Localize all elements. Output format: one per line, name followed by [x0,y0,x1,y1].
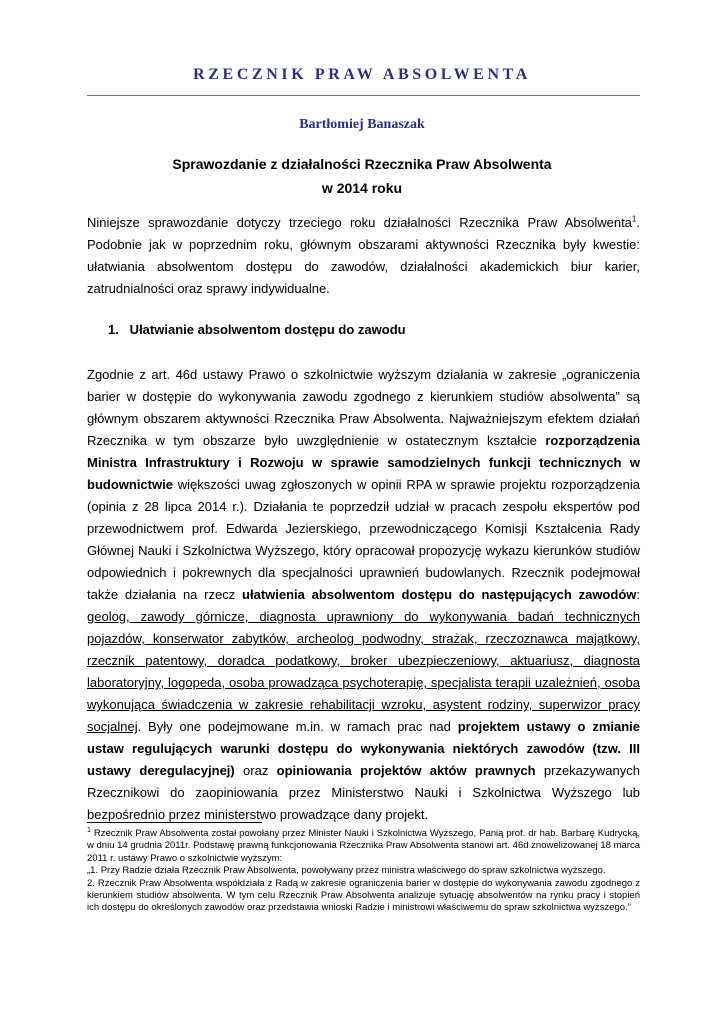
footnote-line-1 [87,828,640,865]
section-paragraph [87,364,640,826]
paragraph-text: oraz [234,763,277,778]
bold-access-phrase: ułatwienia absolwentom dostępu do następujących zawodów [242,587,637,602]
footnote-reference[interactable]: 1 [631,214,637,224]
report-title-line-1: Sprawozdanie z działalności Rzecznika Praw Absolwenta [172,156,552,172]
paragraph-text: większości uwag zgłoszonych w opinii RPA w sprawie projektu rozporządzenia (opinia z 28 lipca 2014 r.). Działania te poprzedził udział w pracach zespołu ekspertów pod przewodnictwem prof. Edwarda Jezierskiego, przewodniczącego Komisji Kształcenia Rady Głównej Nauki i Szkolnictwa Wyższego, który opracował propozycję wykazu kierunków studiów odpowiednich i pokrewnych dla specjalności uprawnień budowlanych. Rzecznik podejmował także działania na rzecz [87,477,640,602]
footnote-marker: 1 [87,826,91,834]
footnote [87,828,640,915]
footnote-line-2: „1. Przy Radzie działa Rzecznik Praw Absolwenta, powoływany przez ministra właściwego do spraw szkolnictwa wyższego. [87,865,606,877]
intro-text-a: Niniejsze sprawozdanie dotyczy trzeciego roku działalności Rzecznika Praw Absolwenta [87,215,632,230]
header-title: RZECZNIK PRAW ABSOLWENTA [193,66,531,83]
bold-deregulation-bill: projektem ustawy o zmianie ustaw regulujących warunki dostępu do wykonywania niektórych zawodów (tzw. III ustawy deregulacyjnej) [87,719,640,778]
author-name: Bartłomiej Banaszak [299,117,425,132]
report-title-line-2: w 2014 roku [321,180,403,196]
section-heading: 1. Ułatwianie absolwentom dostępu do zawodu [108,322,406,337]
header-divider [87,95,640,96]
report-title [0,152,724,200]
paragraph-text: . Były one podejmowane m.in. w ramach prac nad [137,719,458,734]
paragraph-text: Zgodnie z art. 46d ustawy Prawo o szkolnictwie wyższym działania w zakresie „ograniczenia barier w dostępie do wykonywania zawodu zgodnego z kierunkiem studiów absolwenta” są głównym obszarem aktywności Rzecznika Praw Absolwenta. Najważniejszym efektem działań Rzecznika w tym obszarze było uwzględnienie w ostatecznym kształcie [87,367,640,448]
bold-opinion-phrase: opiniowania projektów aktów prawnych [276,763,536,778]
paragraph-text: przekazywanych Rzecznikowi do zaopiniowania przez Ministerstwo Nauki i Szkolnictwa Wyższego lub bezpośrednio przez ministerstwo prowadzące dany projekt. [87,763,640,822]
intro-text-b: . Podobnie jak w poprzednim roku, głównym obszarami aktywności Rzecznika były kwestie: ułatwiania absolwentom dostępu do zawodów, działalności akademickich biur karier, zatrudnialności oraz sprawy indywidualne. [87,215,640,296]
footnote-divider [87,822,262,823]
intro-paragraph [87,212,640,300]
bold-regulation-name: rozporządzenia Ministra Infrastruktury i Rozwoju w sprawie samodzielnych funkcji technicznych w budownictwie [87,433,640,492]
professions-list: geolog, zawody górnicze, diagnosta uprawniony do wykonywania badań technicznych pojazdów, konserwator zabytków, archeolog podwodny, strażak, rzeczoznawca majątkowy, rzecznik patentowy, doradca podatkowy, broker ubezpieczeniowy, aktuariusz, diagnosta laboratoryjny, logopeda, osoba prowadząca psychoterapię, specjalista terapii uzależnień, osoba wykonująca świadczenia w zakresie rehabilitacji wzroku, asystent rodziny, superwizor pracy socjalnej [87,609,640,734]
paragraph-text: : [636,587,640,602]
footnote-line-3: 2. Rzecznik Praw Absolwenta współdziała z Radą w zakresie ograniczenia barier w dostępie do wykonywania zawodu zgodnego z kierunkiem studiów absolwenta. W tym celu Rzecznik Praw Absolwenta analizuje sytuację absolwentów na rynku pracy i stopień ich dostępu do określonych zawodów oraz przedstawia wnioski Radzie i ministrowi właściwemu do spraw szkolnictwa wyższego.” [87,877,640,914]
footnote-text: Rzecznik Praw Absolwenta został powołany przez Minister Nauki i Szkolnictwa Wyższego, Panią prof. dr hab. Barbarę Kudrycką, w dniu 14 grudnia 2011r. Podstawę prawną funkcjonowania Rzecznika Praw Absolwenta stanowi art. 46d znowelizowanej 18 marca 2011 r. ustawy Prawo o szkolnictwie wyższym: [87,828,640,864]
